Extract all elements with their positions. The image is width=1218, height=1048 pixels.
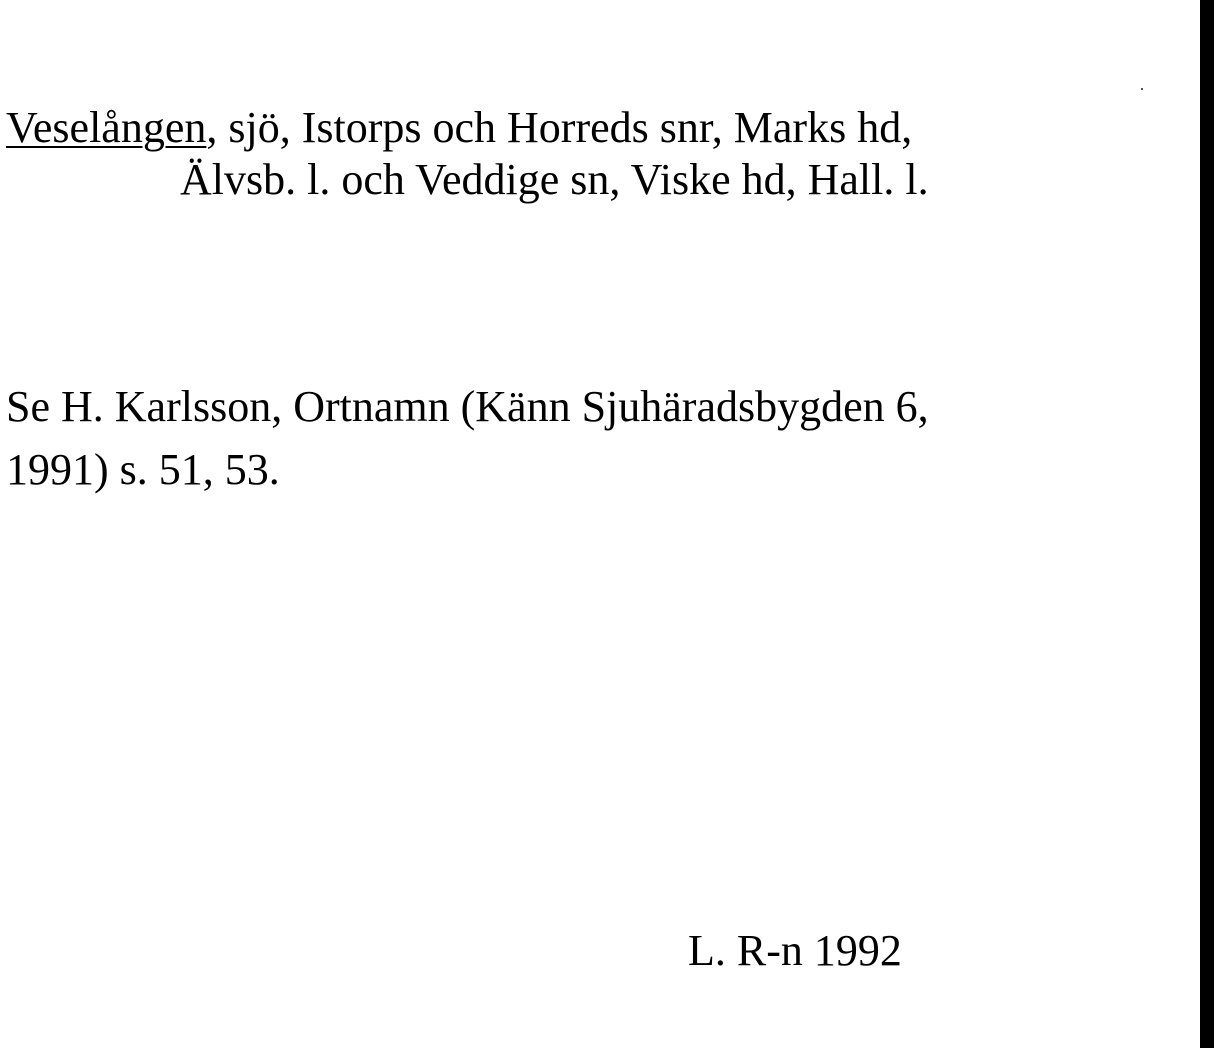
entry-line-1 (6, 103, 913, 152)
scan-speck (1141, 88, 1143, 90)
reference-line-2: 1991) s. 51, 53. (6, 445, 280, 494)
card-right-edge (1200, 0, 1214, 1048)
entry-location-text: , sjö, Istorps och Horreds snr, Marks hd, (206, 103, 913, 152)
signature: L. R-n 1992 (688, 926, 902, 975)
reference-line-1: Se H. Karlsson, Ortnamn (Känn Sjuhäradsbygden 6, (6, 382, 929, 431)
headword: Veselången (6, 103, 207, 152)
entry-line-2: Älvsb. l. och Veddige sn, Viske hd, Hall. l. (180, 155, 929, 204)
